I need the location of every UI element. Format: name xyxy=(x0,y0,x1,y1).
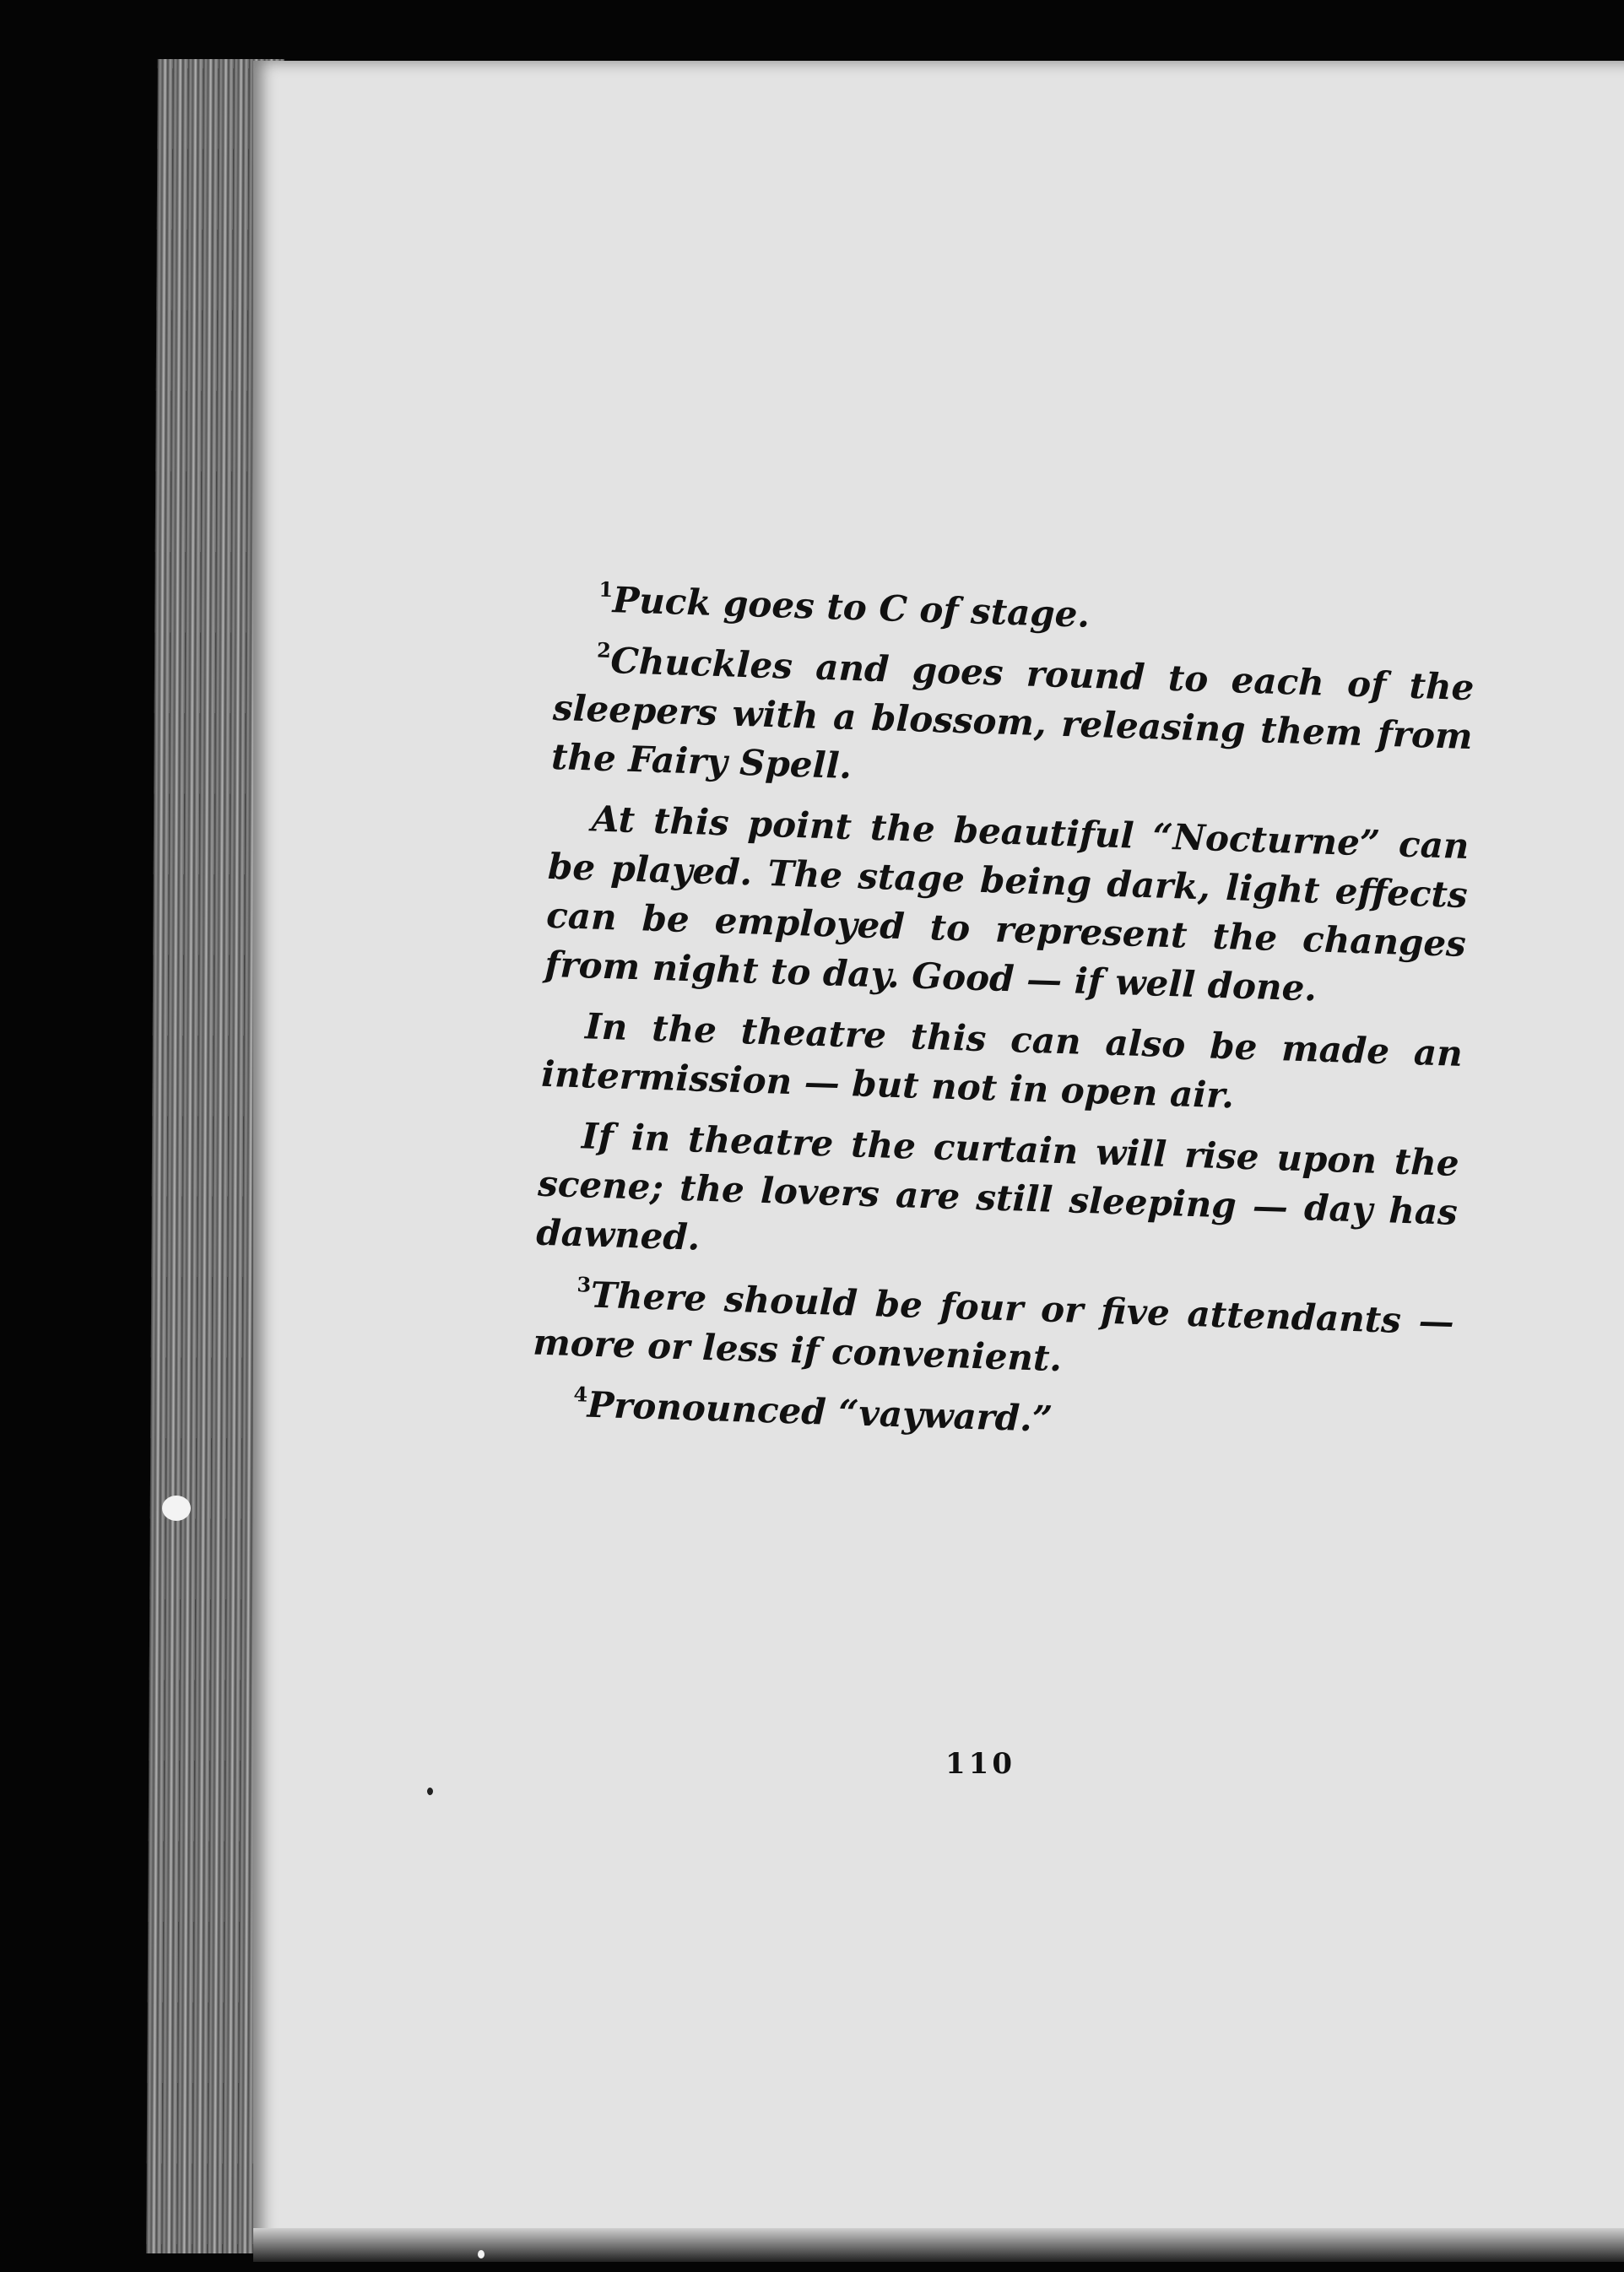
paragraph xyxy=(544,793,1470,1018)
paragraph-text: Pronounced “vayward.” xyxy=(587,1383,1053,1440)
paragraph-text: If in theatre the curtain will rise upon the scene; the lovers are still sleeping — day has dawned. xyxy=(535,1115,1460,1258)
paragraph xyxy=(540,1001,1463,1128)
scan-speck xyxy=(478,2250,484,2258)
paragraph-text: Puck goes to C of stage. xyxy=(612,579,1091,636)
page-bottom-shadow xyxy=(253,2228,1624,2262)
footnote-paragraph xyxy=(532,1269,1454,1396)
footnote-marker: 2 xyxy=(596,637,612,663)
scan-speck xyxy=(427,1788,433,1795)
paragraph-text: Chuckles and goes round to each of the sleepers with a blossom, releasing them from the Fairy Spell. xyxy=(550,640,1475,787)
paragraph-text: There should be four or five attendants — more or less if convenient. xyxy=(532,1274,1455,1380)
footnote-paragraph xyxy=(550,635,1475,810)
paragraph xyxy=(536,1111,1460,1286)
footnote-marker: 3 xyxy=(577,1272,592,1297)
scan-speck xyxy=(162,1496,191,1521)
stage-directions-text xyxy=(530,574,1477,1469)
footnote-marker: 4 xyxy=(573,1382,588,1407)
paragraph-text: At this point the beautiful “Nocturne” can be played. The stage being dark, light effects can be employed to represent the changes from night to day. Good — if well done. xyxy=(544,798,1470,1009)
footnote-marker: 1 xyxy=(598,576,614,603)
paragraph-text: In the theatre this can also be made an intermission — but not in open air. xyxy=(540,1005,1464,1117)
page-number: 110 xyxy=(945,1747,1015,1781)
